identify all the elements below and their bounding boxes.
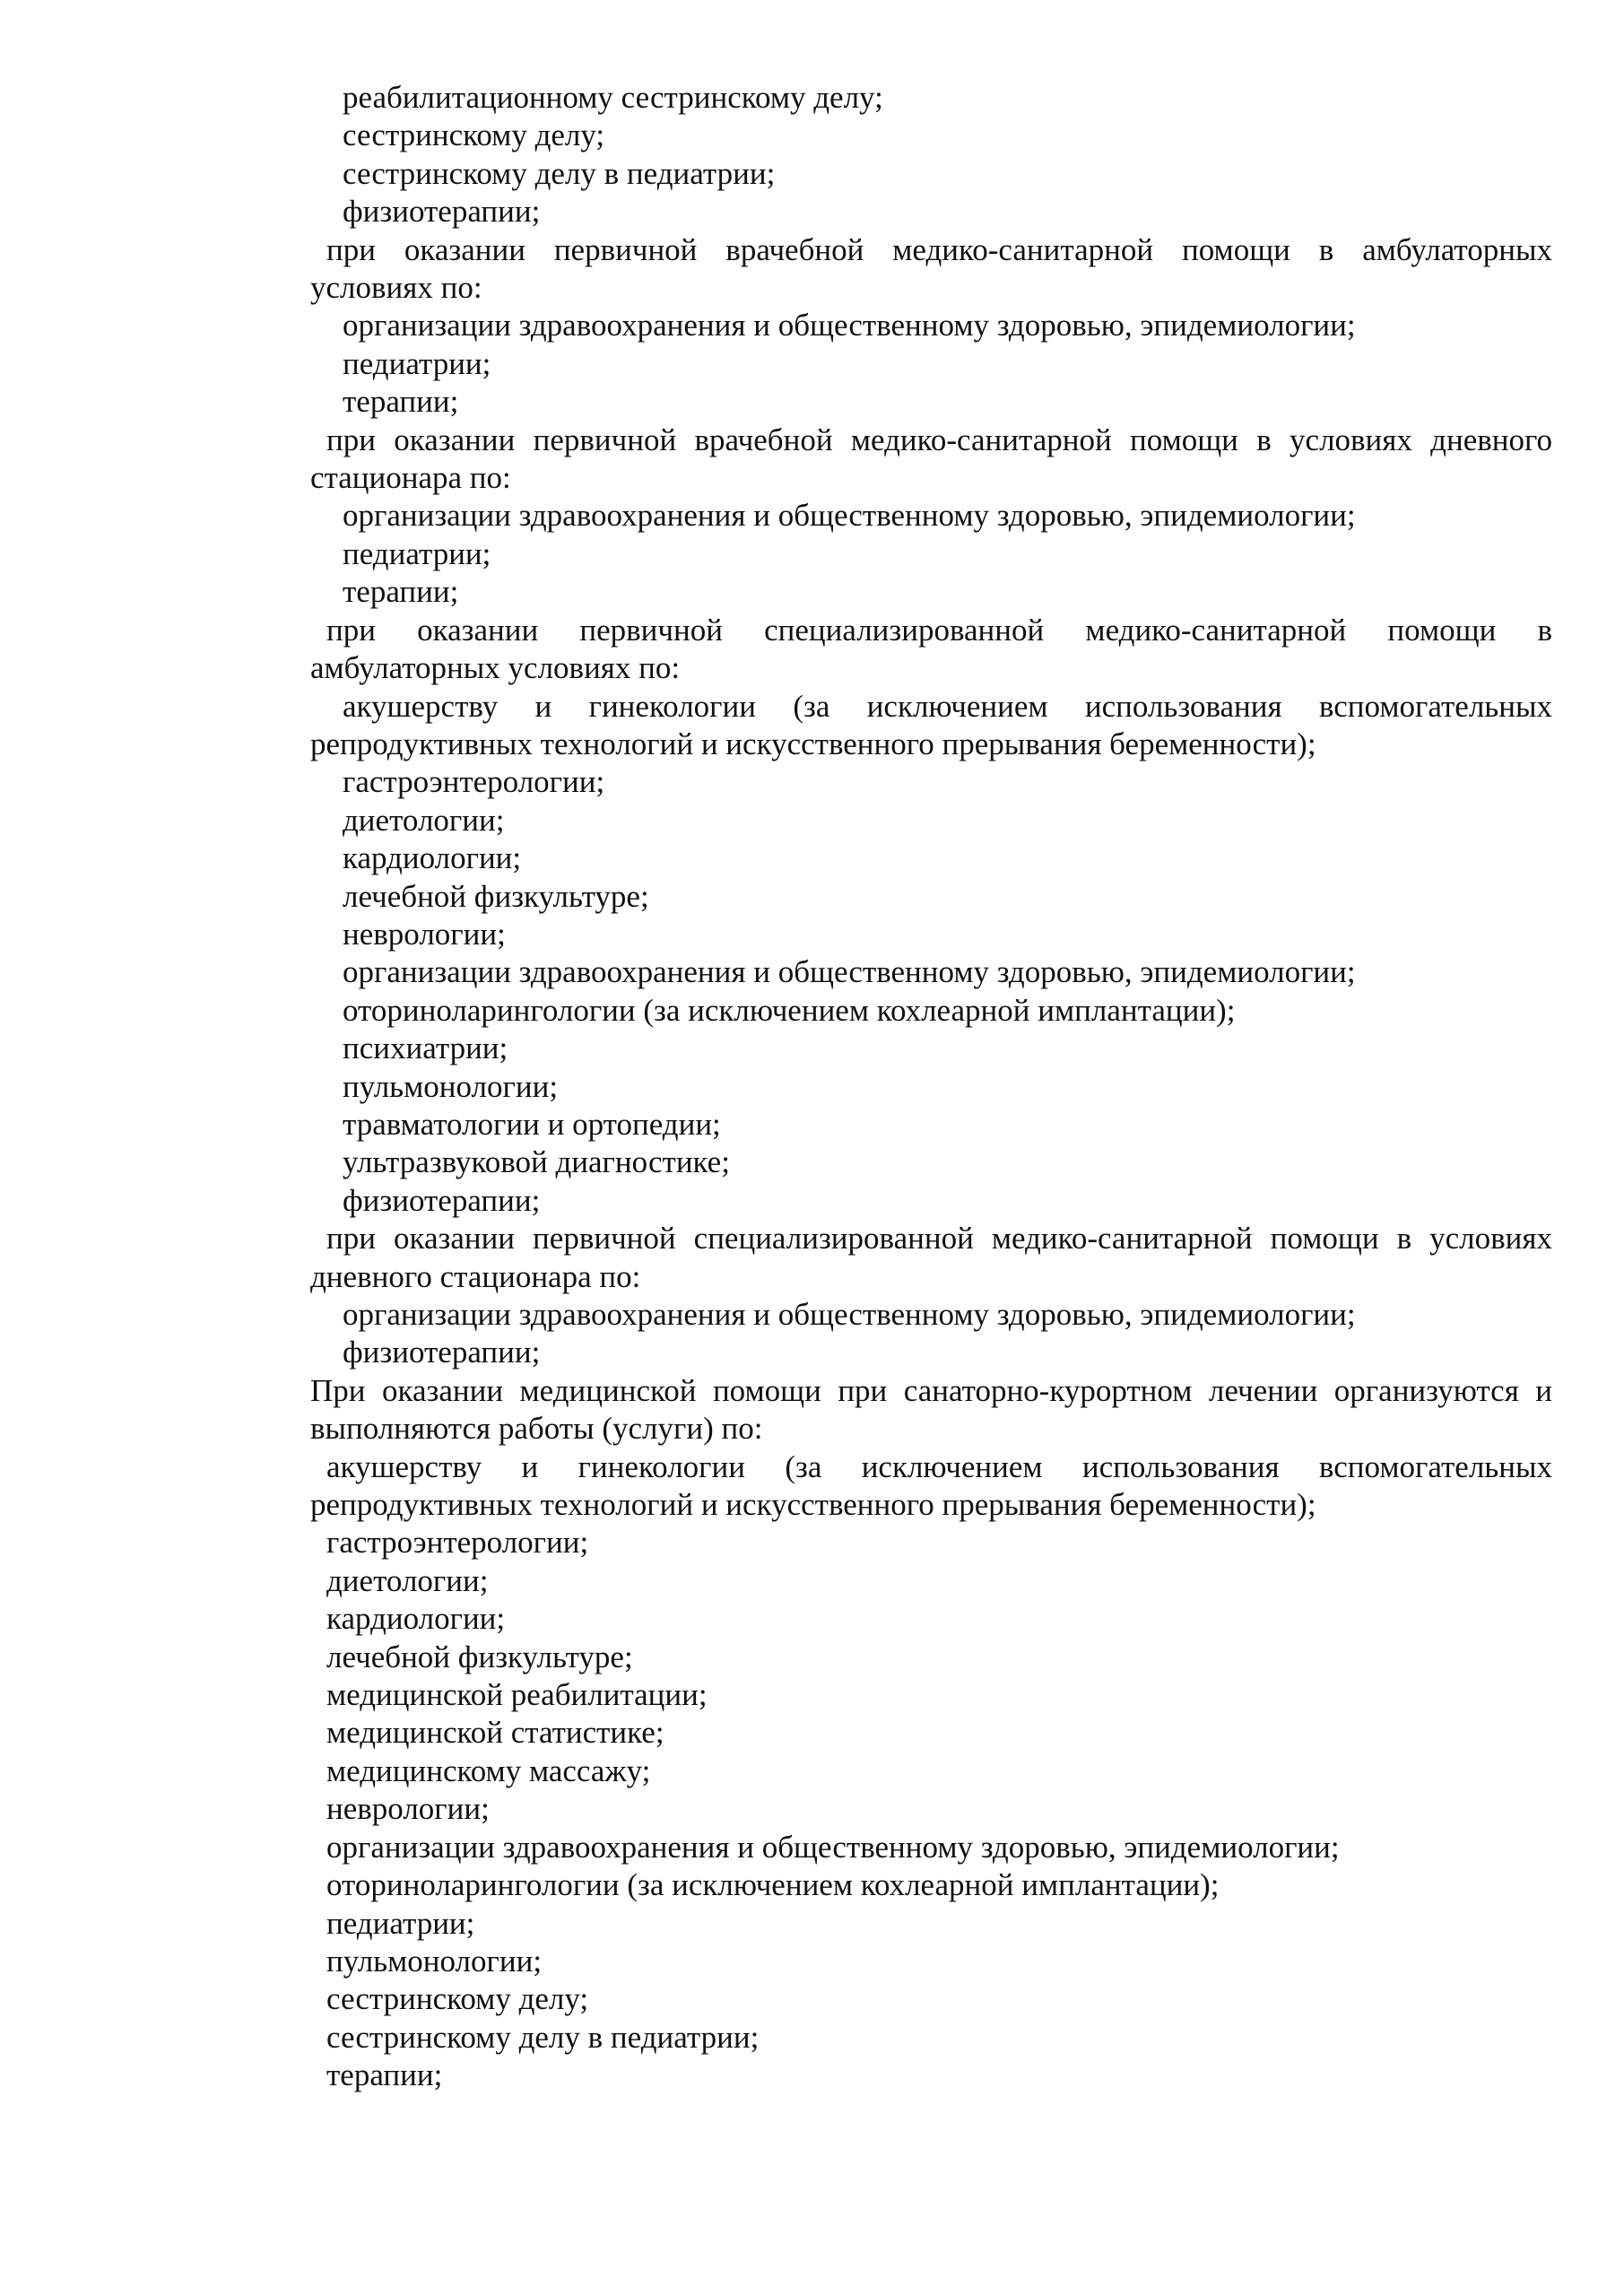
text-line: педиатрии; [343,535,491,571]
text-line: при оказании первичной врачебной медико-санитарной помощи в амбулаторных [326,231,1552,267]
text-line: терапии; [343,384,459,420]
text-line: медицинской реабилитации; [326,1677,708,1713]
text-line: гастроэнтерологии; [326,1525,589,1561]
text-line: репродуктивных технологий и искусственного прерывания беременности); [310,1487,1316,1523]
text-line: при оказании первичной специализированной медико-санитарной помощи в [326,612,1552,648]
text-line: сестринскому делу; [343,117,605,153]
text-line: медицинскому массажу; [326,1752,651,1788]
text-line: неврологии; [343,916,506,952]
text-line: реабилитационному сестринскому делу; [343,80,883,115]
text-line: организации здравоохранения и общественному здоровью, эпидемиологии; [343,308,1356,344]
text-line: педиатрии; [326,1905,475,1941]
text-line: лечебной физкультуре; [326,1639,633,1674]
text-line: пульмонологии; [326,1943,543,1979]
text-line: организации здравоохранения и общественному здоровью, эпидемиологии; [343,954,1356,990]
text-line: акушерству и гинекологии (за исключением использования вспомогательных [343,688,1552,724]
text-line: оториноларингологии (за исключением кохлеарной имплантации); [343,992,1236,1028]
text-line: физиотерапии; [343,1182,541,1218]
text-line: выполняются работы (услуги) по: [310,1411,763,1447]
text-line: амбулаторных условиях по: [310,650,681,686]
text-line: акушерству и гинекологии (за исключением использования вспомогательных [326,1448,1552,1484]
text-line: организации здравоохранения и общественному здоровью, эпидемиологии; [343,498,1356,534]
text-line: психиатрии; [343,1031,508,1066]
text-line: физиотерапии; [343,1335,541,1370]
text-line: при оказании первичной специализированной медико-санитарной помощи в условиях [326,1221,1552,1257]
text-line: диетологии; [326,1562,489,1598]
text-line: неврологии; [326,1791,490,1827]
text-line: оториноларингологии (за исключением кохлеарной имплантации); [326,1867,1220,1903]
text-line: травматологии и ортопедии; [343,1106,721,1142]
text-line: организации здравоохранения и общественному здоровью, эпидемиологии; [343,1297,1356,1332]
text-line: лечебной физкультуре; [343,878,649,914]
text-line: медицинской статистике; [326,1715,664,1751]
text-line: физиотерапии; [343,194,541,230]
text-line: при оказании первичной врачебной медико-санитарной помощи в условиях дневного [326,422,1552,457]
text-line: кардиологии; [326,1601,506,1637]
text-line: репродуктивных технологий и искусственного прерывания беременности); [310,726,1316,761]
text-line: диетологии; [343,802,505,838]
text-line: ультразвуковой диагностике; [343,1144,730,1180]
text-line: дневного стационара по: [310,1258,641,1294]
text-line: гастроэнтерологии; [343,764,605,800]
text-line: сестринскому делу в педиатрии; [343,155,776,191]
text-line: пульмонологии; [343,1068,559,1104]
text-line: педиатрии; [343,345,491,381]
text-line: сестринскому делу в педиатрии; [326,2019,760,2055]
text-line: сестринскому делу; [326,1981,589,2017]
text-line: организации здравоохранения и общественному здоровью, эпидемиологии; [326,1829,1340,1865]
text-line: терапии; [326,2057,443,2093]
text-line: стационара по: [310,460,511,496]
text-line: кардиологии; [343,840,522,876]
document-text [310,79,1552,2095]
text-line: условиях по: [310,270,482,306]
text-line: При оказании медицинской помощи при санаторно-курортном лечении организуются и [310,1372,1552,1408]
text-line: терапии; [343,574,459,610]
